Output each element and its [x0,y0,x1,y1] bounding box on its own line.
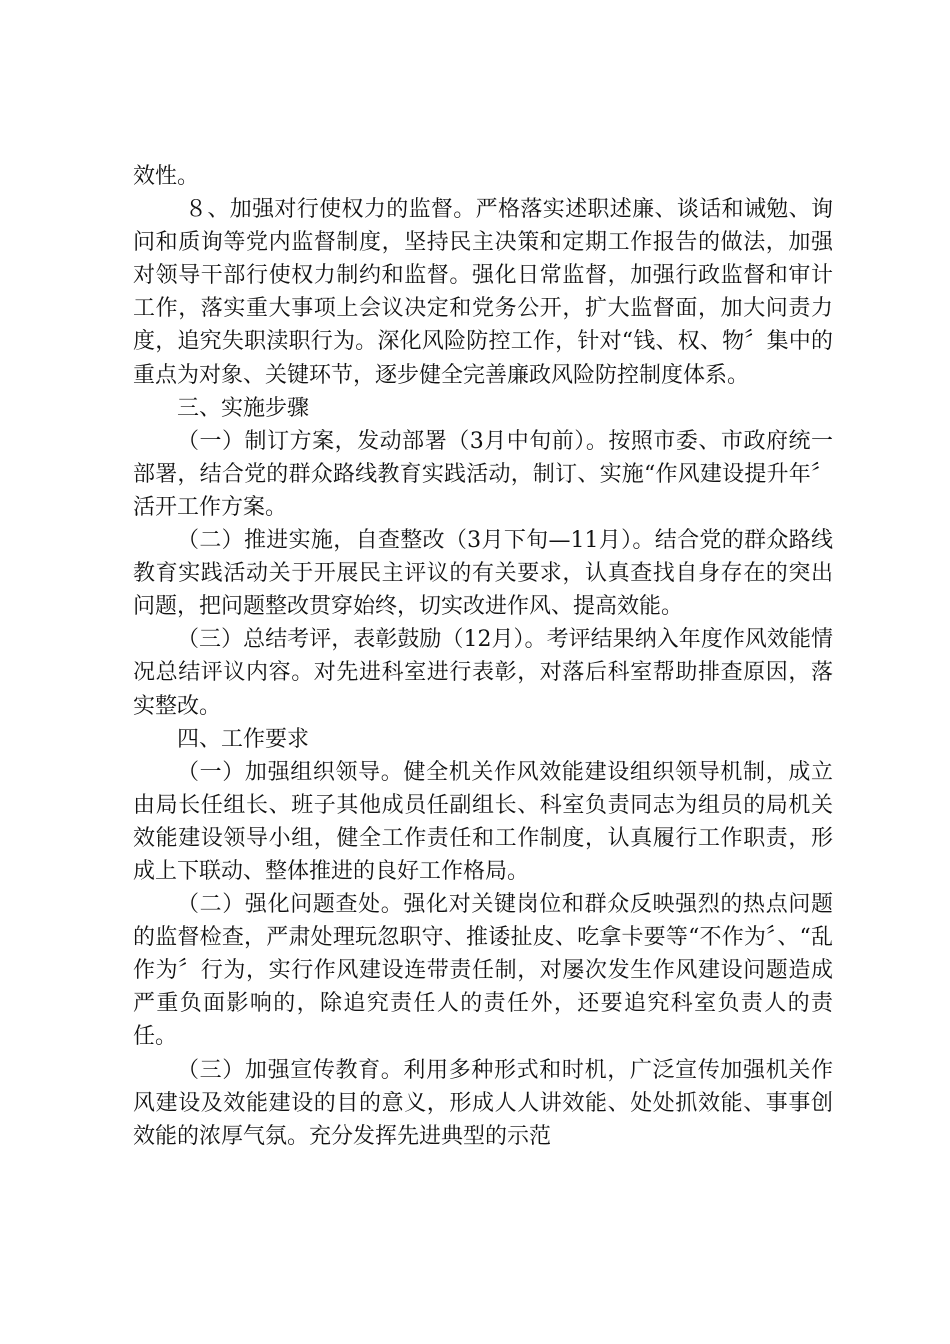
document-body [133,160,833,1153]
paragraph-step-2: （二）推进实施，自查整改（3月下旬—11月）。结合党的群众路线教育实践活动关于开展民主评议的有关要求，认真查找自身存在的突出问题，把问题整改贯穿始终，切实改进作风、提高效能。 [133,528,833,620]
section-heading-implementation-steps: 三、实施步骤 [177,395,310,421]
paragraph-continuation: 效性。 [133,164,200,189]
section-heading-work-requirements: 四、工作要求 [177,726,310,752]
paragraph-requirement-1: （一）加强组织领导。健全机关作风效能建设组织领导机制，成立由局长任组长、班子其他成员任副组长、科室负责同志为组员的局机关效能建设领导小组，健全工作责任和工作制度，认真履行工作职责，形成上下联动、整体推进的良好工作格局。 [133,759,833,884]
paragraph-step-1: （一）制订方案，发动部署（3月中旬前）。按照市委、市政府统一部署，结合党的群众路线教育实践活动，制订、实施“作风建设提升年〞活开工作方案。 [133,428,833,520]
paragraph-step-3: （三）总结考评，表彰鼓励（12月）。考评结果纳入年度作风效能情况总结评议内容。对先进科室进行表彰，对落后科室帮助排查原因，落实整改。 [133,627,833,719]
paragraph-item-8: ８、加强对行使权力的监督。严格落实述职述廉、谈话和诫勉、询问和质询等党内监督制度，坚持民主决策和定期工作报告的做法，加强对领导干部行使权力制约和监督。强化日常监督，加强行政监督和审计工作，落实重大事项上会议决定和党务公开，扩大监督面，加大问责力度，追究失职渎职行为。深化风险防控工作，针对“钱、权、物〞集中的重点为对象、关键环节，逐步健全完善廉政风险防控制度体系。 [133,197,833,388]
paragraph-requirement-2: （二）强化问题查处。强化对关键岗位和群众反映强烈的热点问题的监督检查，严肃处理玩忽职守、推诿扯皮、吃拿卡要等“不作为〞、“乱作为〞行为，实行作风建设连带责任制，对屡次发生作风建设问题造成严重负面影响的，除追究责任人的责任外，还要追究科室负责人的责任。 [133,892,833,1050]
paragraph-requirement-3: （三）加强宣传教育。利用多种形式和时机，广泛宣传加强机关作风建设及效能建设的目的意义，形成人人讲效能、处处抓效能、事事创效能的浓厚气氛。充分发挥先进典型的示范 [133,1057,833,1149]
